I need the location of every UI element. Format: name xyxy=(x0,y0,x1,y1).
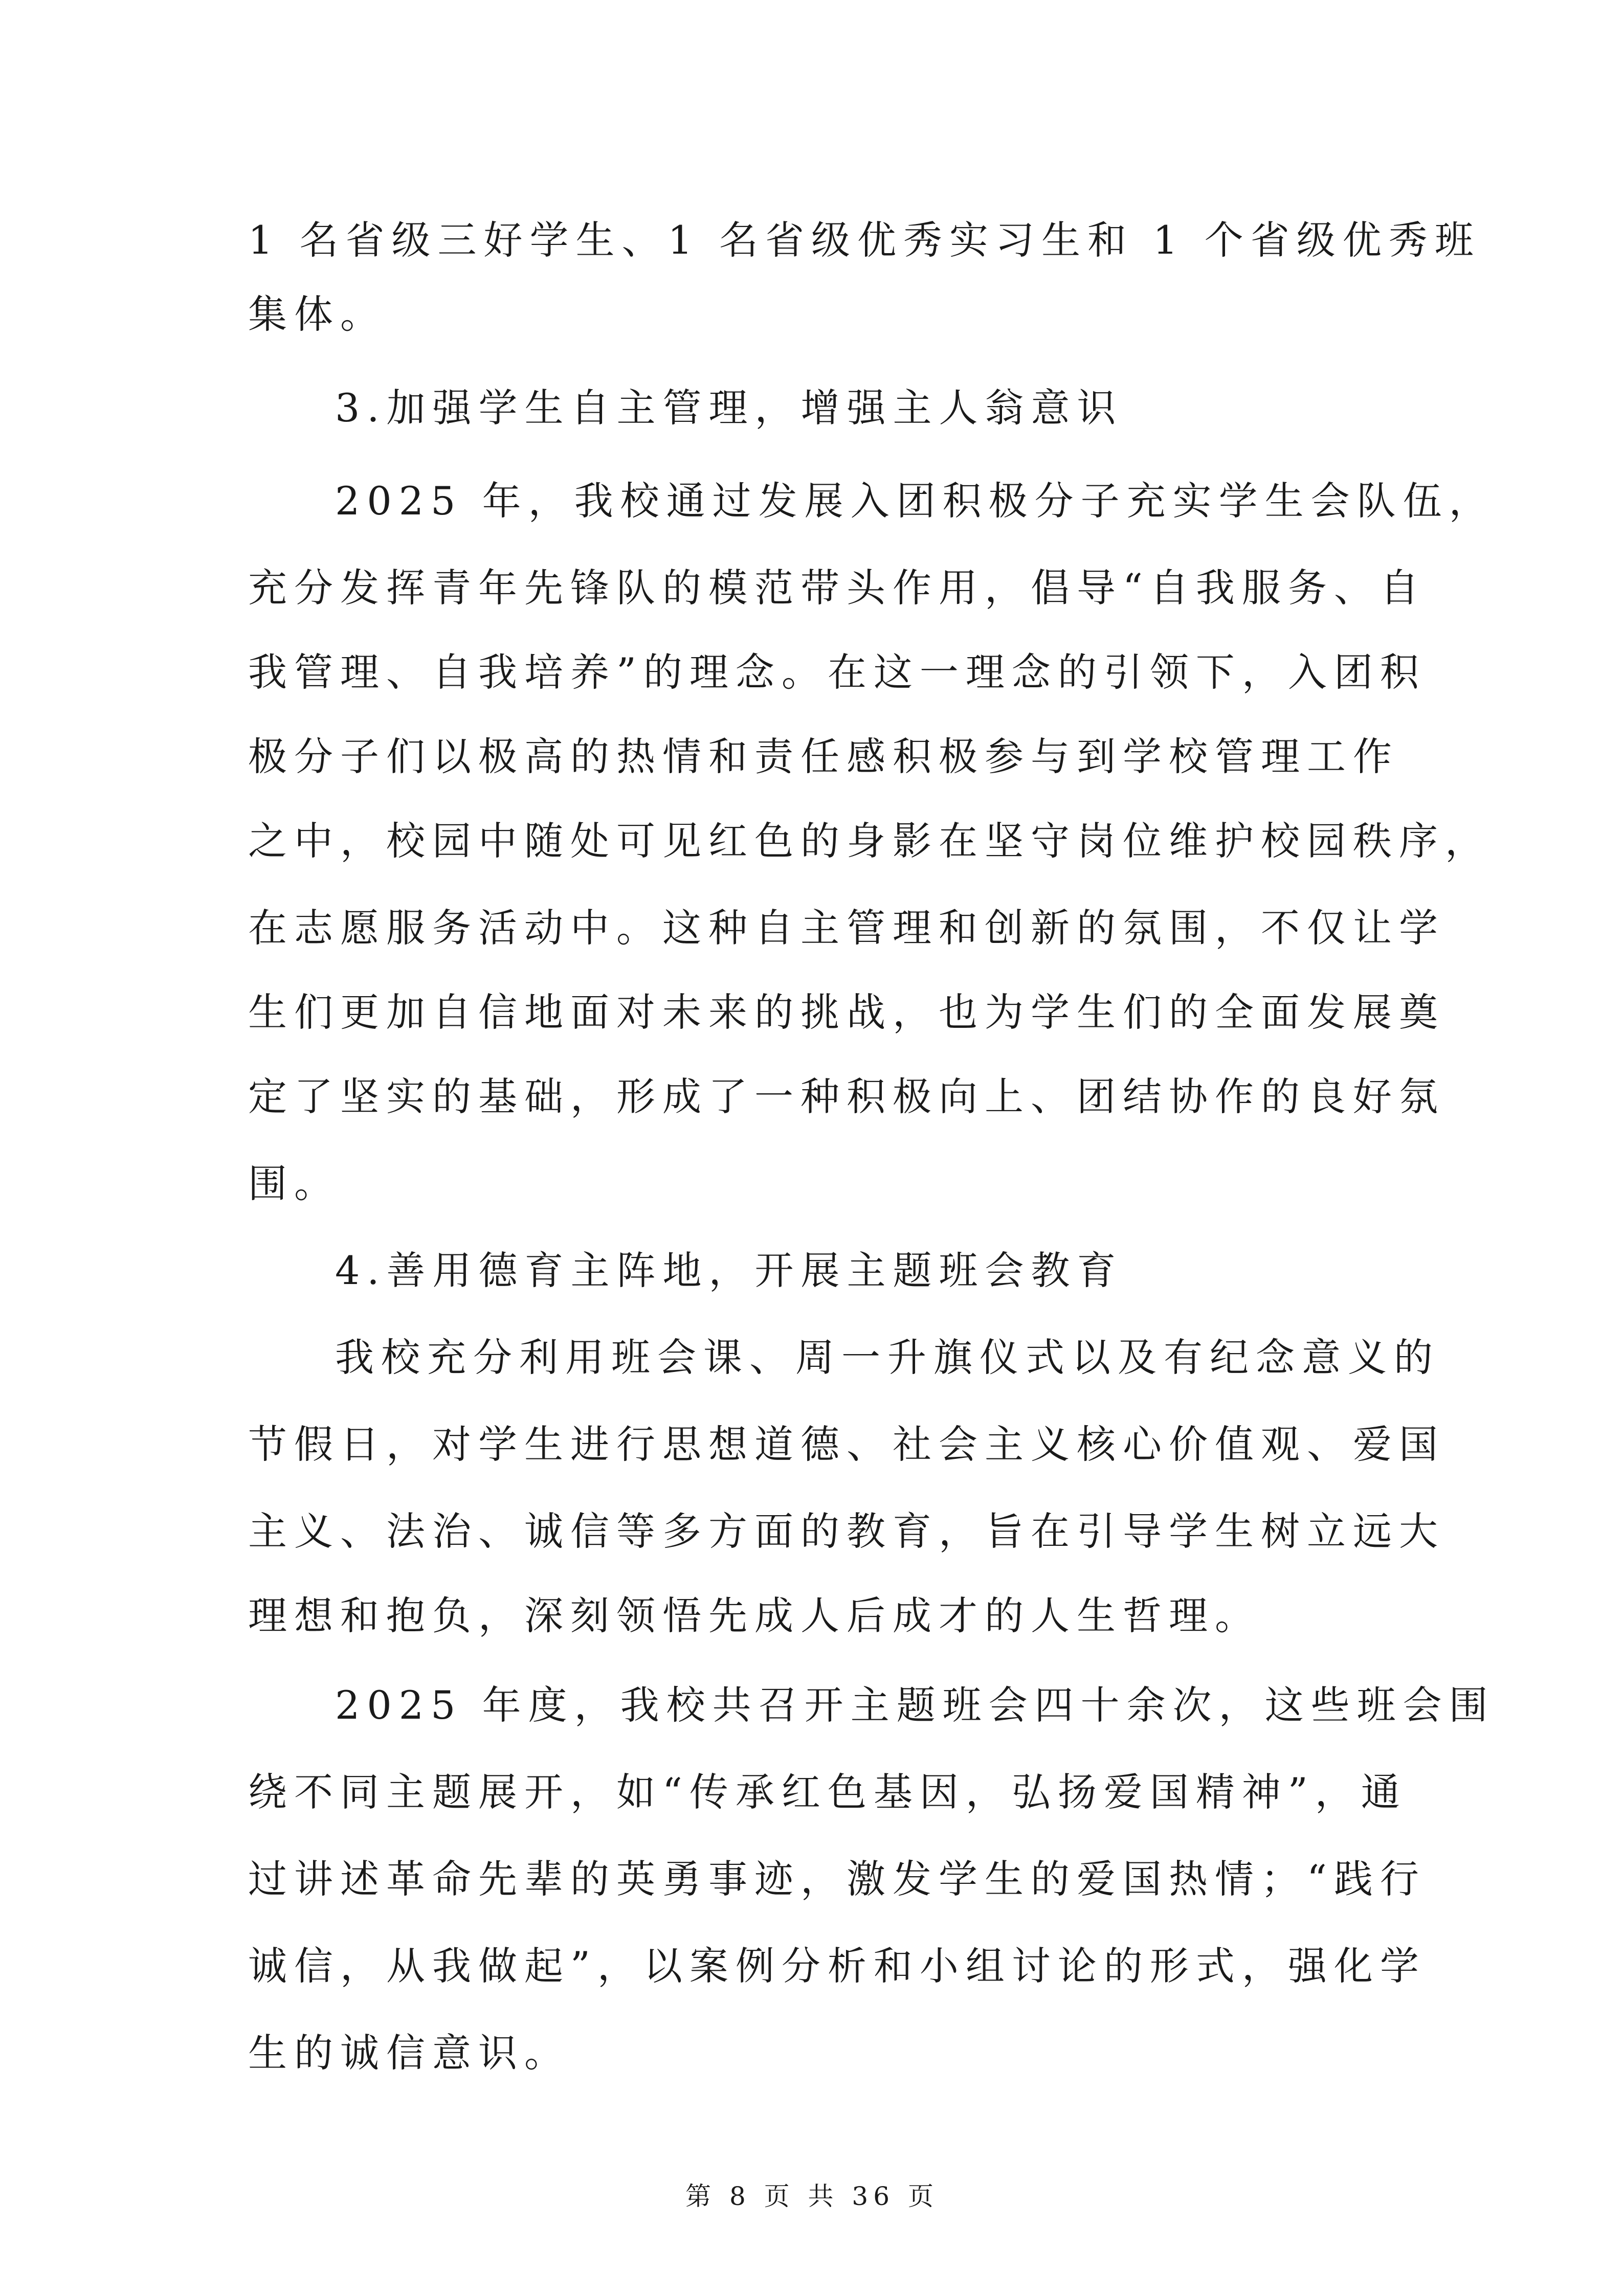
text-line: 节假日，对学生进行思想道德、社会主义核心价值观、爱国 xyxy=(248,1422,1445,1467)
text-line: 极分子们以极高的热情和责任感积极参与到学校管理工作 xyxy=(248,734,1399,779)
text-line: 诚信，从我做起”，以案例分析和小组讨论的形式，强化学 xyxy=(248,1943,1426,1989)
text-line: 绕不同主题展开，如“传承红色基因，弘扬爱国精神”，通 xyxy=(248,1769,1407,1815)
text-line: 围。 xyxy=(248,1161,340,1206)
text-line: 生们更加自信地面对未来的挑战，也为学生们的全面发展奠 xyxy=(248,989,1445,1035)
text-line: 1 名省级三好学生、1 名省级优秀实习生和 1 个省级优秀班 xyxy=(248,217,1481,263)
text-line: 在志愿服务活动中。这种自主管理和创新的氛围，不仅让学 xyxy=(248,905,1445,951)
text-line: 2025 年度，我校共召开主题班会四十余次，这些班会围 xyxy=(335,1682,1495,1728)
text-line: 之中，校园中随处可见红色的身影在坚守岗位维护校园秩序， xyxy=(248,818,1491,864)
text-line: 充分发挥青年先锋队的模范带头作用，倡导“自我服务、自 xyxy=(248,565,1426,611)
text-line: 过讲述革命先辈的英勇事迹，激发学生的爱国热情；“践行 xyxy=(248,1856,1426,1902)
text-line: 我管理、自我培养”的理念。在这一理念的引领下，入团积 xyxy=(248,649,1426,695)
text-line: 生的诚信意识。 xyxy=(248,2030,570,2076)
text-line: 2025 年，我校通过发展入团积极分子充实学生会队伍， xyxy=(335,478,1495,524)
section-heading: 4.善用德育主阵地，开展主题班会教育 xyxy=(335,1248,1123,1293)
text-line: 定了坚实的基础，形成了一种积极向上、团结协作的良好氛 xyxy=(248,1074,1445,1119)
section-heading: 3.加强学生自主管理，增强主人翁意识 xyxy=(335,385,1123,431)
text-line: 我校充分利用班会课、周一升旗仪式以及有纪念意义的 xyxy=(335,1335,1440,1380)
text-line: 主义、法治、诚信等多方面的教育，旨在引导学生树立远大 xyxy=(248,1509,1445,1554)
page-number-footer: 第 8 页 共 36 页 xyxy=(685,2181,939,2211)
text-line: 理想和抱负，深刻领悟先成人后成才的人生哲理。 xyxy=(248,1593,1261,1638)
text-line: 集体。 xyxy=(248,291,386,337)
